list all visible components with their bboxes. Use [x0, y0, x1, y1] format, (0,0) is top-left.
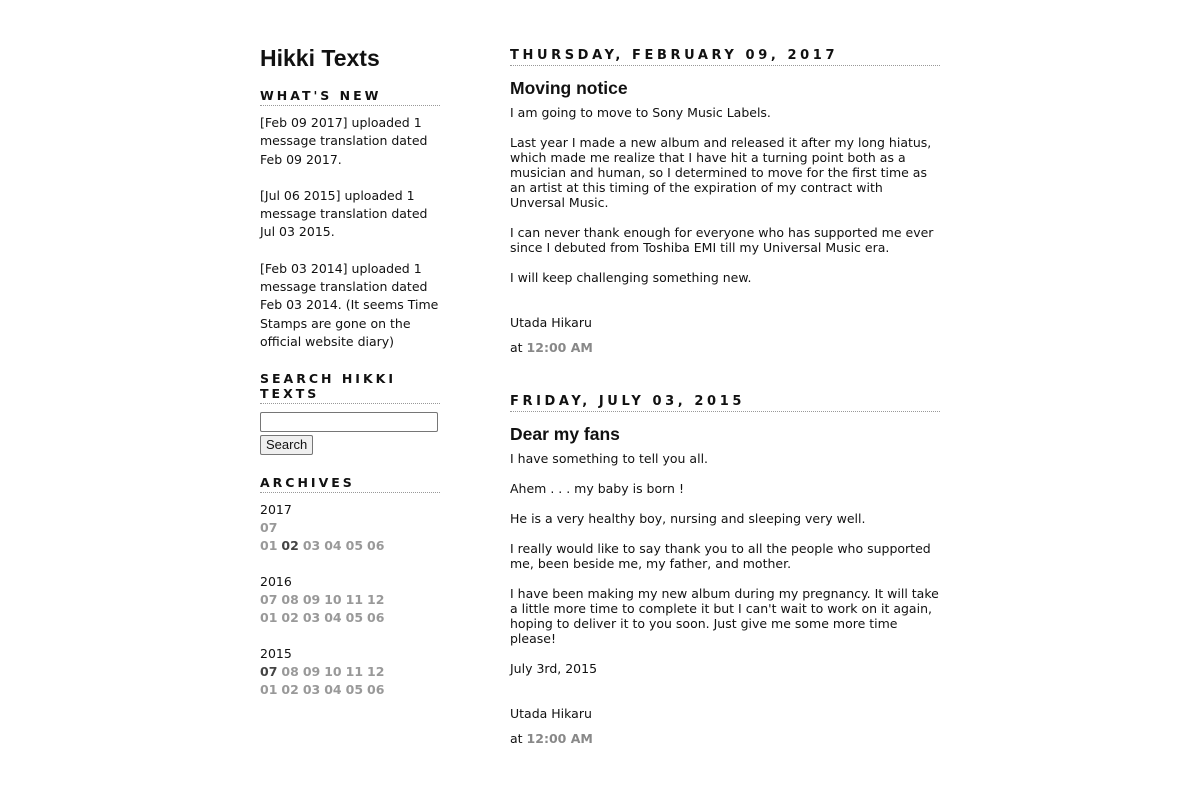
- archive-month-link[interactable]: 08: [281, 591, 299, 607]
- archive-month-link[interactable]: 03: [302, 681, 321, 697]
- archive-month-link[interactable]: 10: [324, 663, 342, 679]
- post-paragraph: Ahem . . . my baby is born !: [510, 481, 684, 496]
- archive-year-group: [260, 573, 440, 627]
- search-button[interactable]: Search: [260, 435, 313, 455]
- post-paragraph: Last year I made a new album and released it after my long hiatus, which made me realize that I have hit a turning point both as a musician and human, so I determined to move for the first time as an artist at this timing of the expiration of my contract with Unversal Music.: [510, 135, 932, 210]
- archive-month-link[interactable]: 09: [302, 591, 321, 607]
- archive-month-link[interactable]: 11: [345, 663, 364, 679]
- search-input[interactable]: [260, 412, 438, 432]
- archive-year: 2016: [260, 573, 292, 589]
- main-content: [510, 48, 940, 785]
- archive-month-row: [260, 609, 440, 627]
- archive-month-link[interactable]: 02: [281, 537, 299, 553]
- post-title: Dear my fans: [510, 424, 620, 444]
- archive-month-link[interactable]: 01: [260, 609, 278, 625]
- news-item: [Jul 06 2015] uploaded 1 message translation dated Jul 03 2015.: [260, 187, 428, 240]
- post-signature: Utada Hikaru: [510, 315, 592, 330]
- post-paragraph: I am going to move to Sony Music Labels.: [510, 105, 771, 120]
- post-paragraph: I can never thank enough for everyone who has supported me ever since I debuted from Toshiba EMI till my Universal Music era.: [510, 225, 934, 255]
- archive-month-link[interactable]: 07: [260, 663, 278, 679]
- post-date: FRIDAY, JULY 03, 2015: [510, 394, 940, 412]
- archive-month-link[interactable]: 05: [345, 537, 364, 553]
- news-item: [Feb 03 2014] uploaded 1 message translation dated Feb 03 2014. (It seems Time Stamps are gone on the official website diary): [260, 260, 439, 349]
- archive-month-row: [260, 519, 440, 537]
- archive-month-row: [260, 591, 440, 609]
- whats-new-heading: WHAT'S NEW: [260, 88, 440, 106]
- archive-month-row: [260, 681, 440, 699]
- archive-month-link[interactable]: 06: [367, 681, 385, 697]
- archive-year-group: [260, 645, 440, 699]
- archive-month-link[interactable]: 01: [260, 681, 278, 697]
- post-paragraph: July 3rd, 2015: [510, 661, 598, 676]
- post-paragraph: I really would like to say thank you to all the people who supported me, been beside me, my father, and mother.: [510, 541, 931, 571]
- archive-year-group: [260, 501, 440, 555]
- archive-month-link[interactable]: 11: [345, 591, 364, 607]
- archive-month-link[interactable]: 09: [302, 663, 321, 679]
- sidebar: [260, 44, 440, 717]
- archive-month-link[interactable]: 03: [302, 609, 321, 625]
- archive-month-row: [260, 537, 440, 555]
- news-item: [Feb 09 2017] uploaded 1 message translation dated Feb 09 2017.: [260, 115, 428, 167]
- archives-heading: ARCHIVES: [260, 475, 440, 493]
- archive-year: 2015: [260, 645, 292, 661]
- post-footer: [510, 731, 940, 746]
- post-footer-prefix: at: [510, 340, 523, 355]
- archive-month-link[interactable]: 07: [260, 519, 278, 535]
- archive-month-link[interactable]: 01: [260, 537, 278, 553]
- archive-month-link[interactable]: 03: [302, 537, 321, 553]
- post-footer-prefix: at: [510, 731, 523, 746]
- whats-new-list: [260, 114, 440, 351]
- archive-month-link[interactable]: 04: [324, 609, 342, 625]
- archive-month-link[interactable]: 12: [367, 591, 385, 607]
- archive-month-link[interactable]: 06: [367, 537, 385, 553]
- post-paragraph: I will keep challenging something new.: [510, 270, 752, 285]
- post-signature: Utada Hikaru: [510, 706, 592, 721]
- archive-month-link[interactable]: 10: [324, 591, 342, 607]
- archive-month-link[interactable]: 04: [324, 537, 342, 553]
- post-title: Moving notice: [510, 78, 628, 98]
- post-paragraph: He is a very healthy boy, nursing and sleeping very well.: [510, 511, 866, 526]
- post-footer: [510, 340, 940, 355]
- archive-month-link[interactable]: 08: [281, 663, 299, 679]
- post-date: THURSDAY, FEBRUARY 09, 2017: [510, 48, 940, 66]
- archive-month-link[interactable]: 02: [281, 609, 299, 625]
- post-paragraph: I have something to tell you all.: [510, 451, 709, 466]
- archive-month-link[interactable]: 04: [324, 681, 342, 697]
- search-heading: SEARCH HIKKI TEXTS: [260, 371, 440, 404]
- archive-month-link[interactable]: 02: [281, 681, 299, 697]
- post-permalink-time[interactable]: 12:00 AM: [526, 340, 593, 355]
- search-form: [260, 412, 440, 455]
- post-paragraph: I have been making my new album during my pregnancy. It will take a little more time to complete it but I can't wait to work on it again, hoping to deliver it to you soon. Just give me some more time please!: [510, 586, 939, 646]
- archive-month-link[interactable]: 07: [260, 591, 278, 607]
- post: [510, 48, 940, 355]
- archive-month-link[interactable]: 05: [345, 609, 364, 625]
- archive-month-link[interactable]: 12: [367, 663, 385, 679]
- post-permalink-time[interactable]: 12:00 AM: [526, 731, 593, 746]
- archive-month-link[interactable]: 05: [345, 681, 364, 697]
- archive-year: 2017: [260, 501, 292, 517]
- site-title[interactable]: Hikki Texts: [260, 45, 380, 71]
- archives-list: [260, 501, 440, 699]
- archive-month-row: [260, 663, 440, 681]
- archive-month-link[interactable]: 06: [367, 609, 385, 625]
- post: [510, 394, 940, 746]
